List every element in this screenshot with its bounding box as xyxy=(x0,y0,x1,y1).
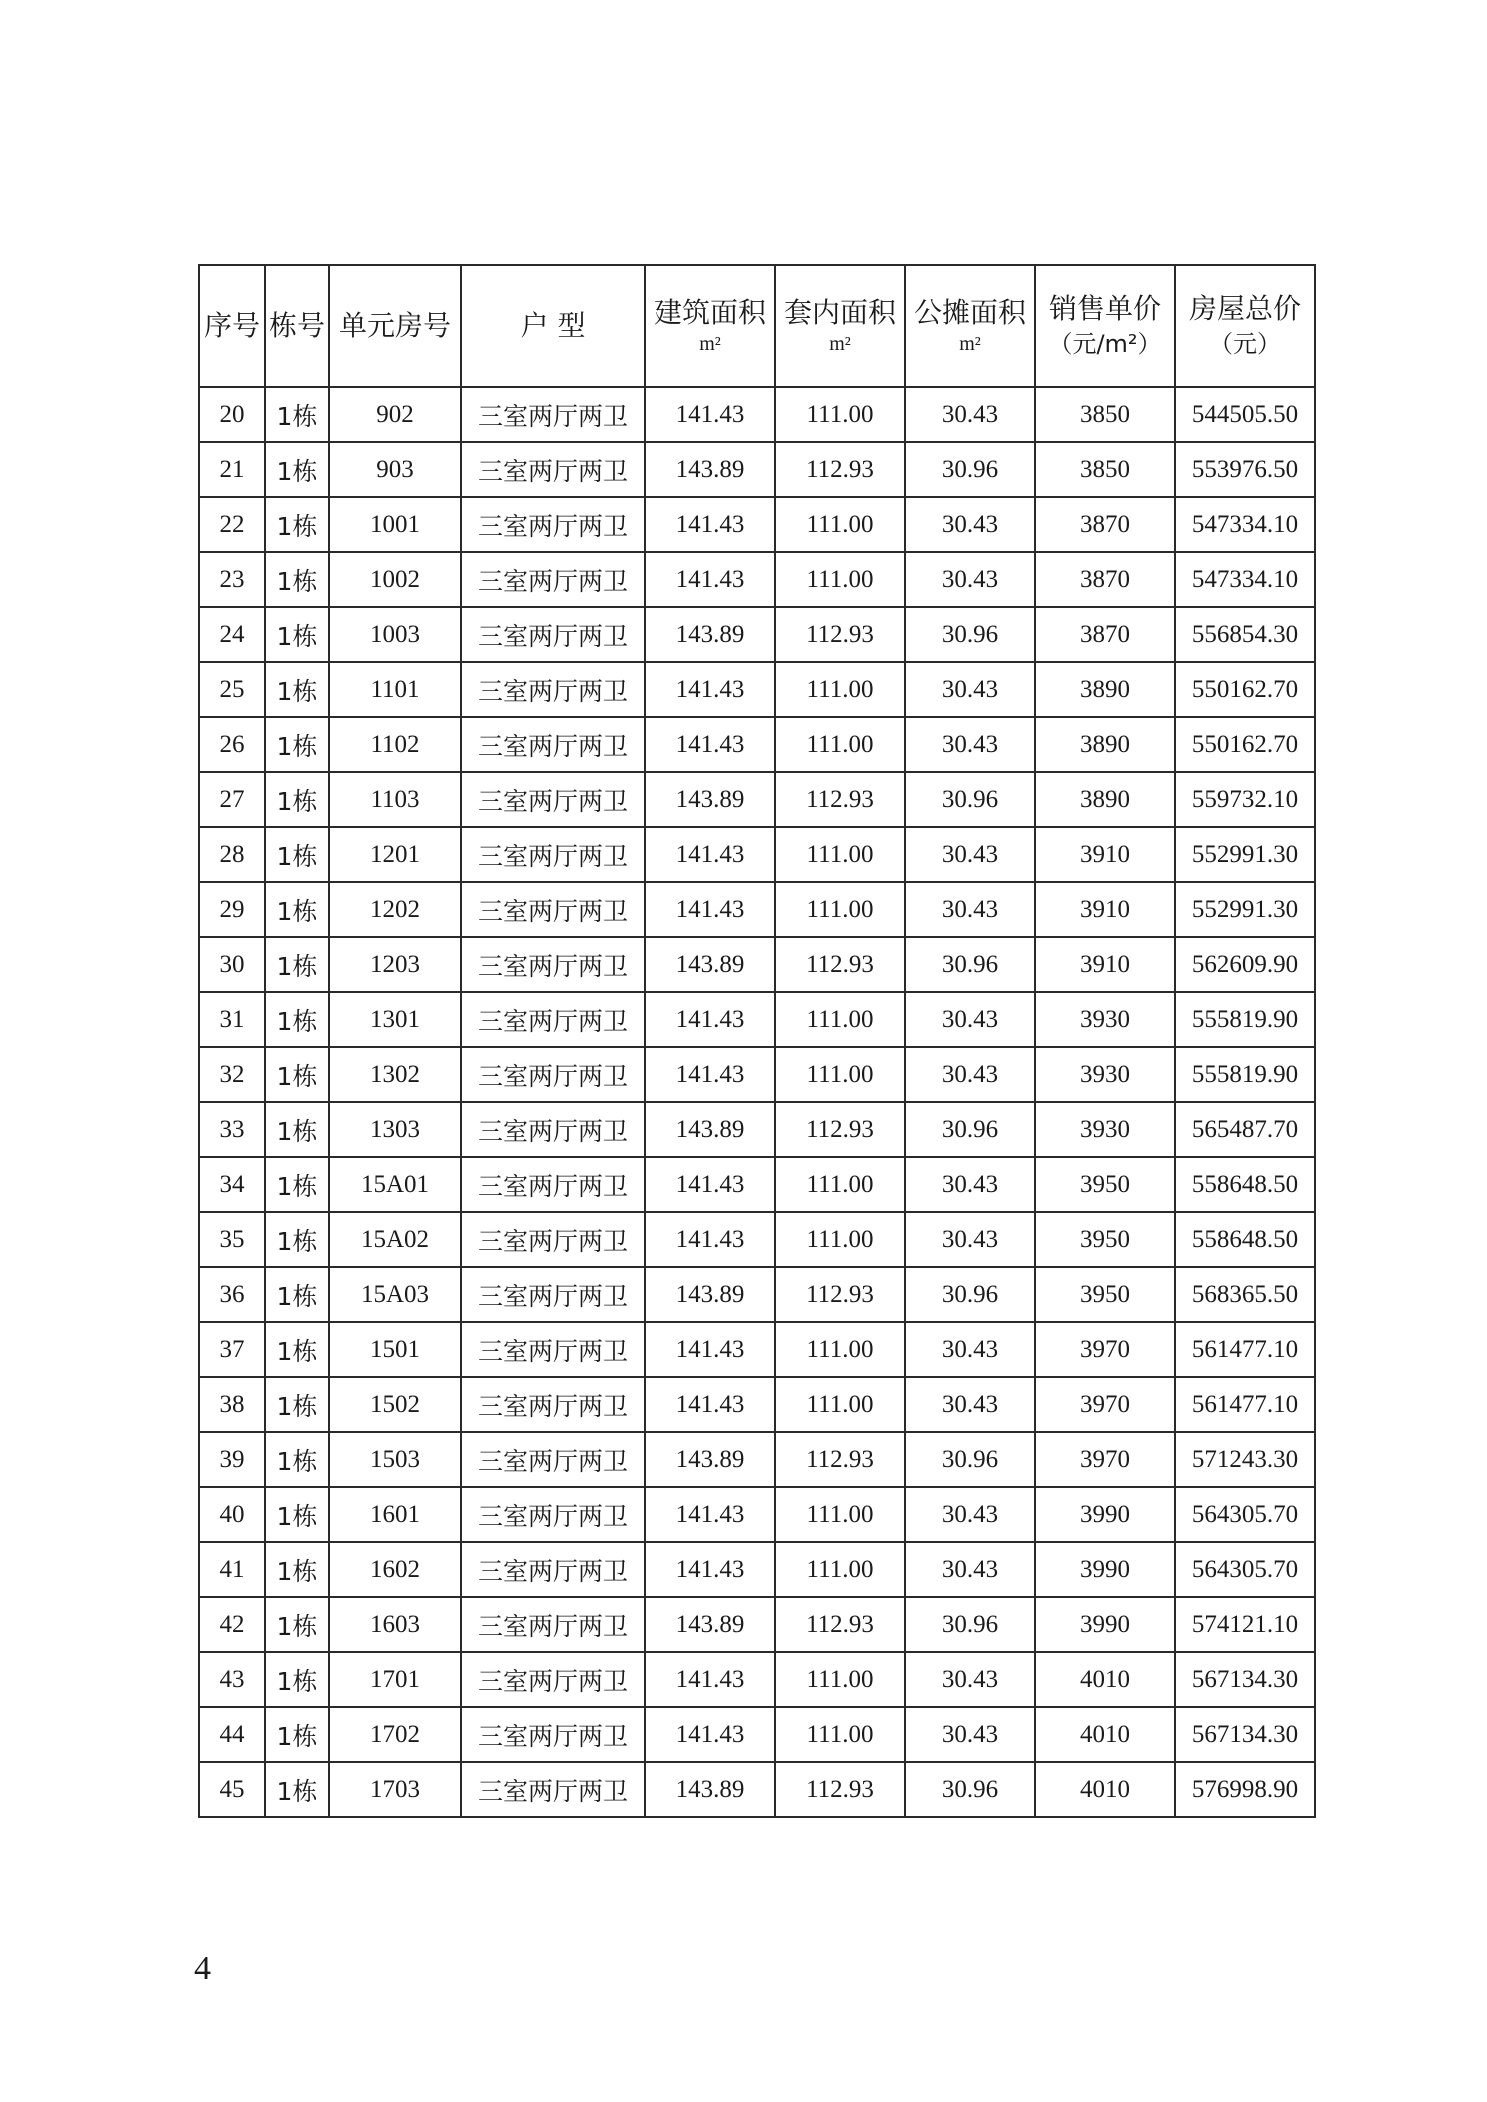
cell-build-area: 141.43 xyxy=(645,1707,775,1762)
cell-shared-area: 30.96 xyxy=(905,607,1035,662)
header-shared-area-label: 公摊面积 xyxy=(913,296,1026,329)
cell-shared-area: 30.43 xyxy=(905,717,1035,772)
cell-unit: 15A02 xyxy=(329,1212,461,1267)
cell-inner-area: 112.93 xyxy=(775,607,905,662)
cell-inner-area: 111.00 xyxy=(775,1542,905,1597)
cell-shared-area: 30.96 xyxy=(905,1597,1035,1652)
cell-total-price: 562609.90 xyxy=(1175,937,1315,992)
cell-total-price: 552991.30 xyxy=(1175,882,1315,937)
cell-seq: 25 xyxy=(199,662,265,717)
cell-shared-area: 30.43 xyxy=(905,1652,1035,1707)
cell-building: 1栋 xyxy=(265,937,329,992)
table-row xyxy=(199,1102,1315,1157)
cell-inner-area: 111.00 xyxy=(775,552,905,607)
cell-seq: 36 xyxy=(199,1267,265,1322)
table-row xyxy=(199,1487,1315,1542)
cell-type: 三室两厅两卫 xyxy=(461,882,645,937)
cell-unit-price: 3990 xyxy=(1035,1487,1175,1542)
cell-shared-area: 30.43 xyxy=(905,1487,1035,1542)
cell-building: 1栋 xyxy=(265,387,329,442)
header-inner-area-unit: m² xyxy=(829,333,851,355)
cell-unit-price: 3910 xyxy=(1035,882,1175,937)
cell-type: 三室两厅两卫 xyxy=(461,1267,645,1322)
cell-inner-area: 111.00 xyxy=(775,717,905,772)
cell-unit-price: 3870 xyxy=(1035,497,1175,552)
cell-type: 三室两厅两卫 xyxy=(461,1432,645,1487)
cell-inner-area: 111.00 xyxy=(775,497,905,552)
cell-inner-area: 112.93 xyxy=(775,1762,905,1817)
cell-total-price: 547334.10 xyxy=(1175,552,1315,607)
cell-inner-area: 111.00 xyxy=(775,1377,905,1432)
cell-unit-price: 3890 xyxy=(1035,662,1175,717)
table-row xyxy=(199,1762,1315,1817)
cell-type: 三室两厅两卫 xyxy=(461,1597,645,1652)
cell-seq: 43 xyxy=(199,1652,265,1707)
cell-shared-area: 30.43 xyxy=(905,497,1035,552)
cell-unit: 15A01 xyxy=(329,1157,461,1212)
cell-unit-price: 3890 xyxy=(1035,772,1175,827)
cell-unit-price: 3870 xyxy=(1035,552,1175,607)
table-row xyxy=(199,1377,1315,1432)
header-build-area xyxy=(645,265,775,387)
cell-building: 1栋 xyxy=(265,1487,329,1542)
cell-type: 三室两厅两卫 xyxy=(461,552,645,607)
cell-unit: 1101 xyxy=(329,662,461,717)
table-row xyxy=(199,1652,1315,1707)
cell-unit: 1502 xyxy=(329,1377,461,1432)
cell-inner-area: 111.00 xyxy=(775,1157,905,1212)
cell-seq: 29 xyxy=(199,882,265,937)
cell-shared-area: 30.43 xyxy=(905,992,1035,1047)
cell-shared-area: 30.96 xyxy=(905,772,1035,827)
cell-unit-price: 3950 xyxy=(1035,1212,1175,1267)
cell-seq: 44 xyxy=(199,1707,265,1762)
cell-seq: 35 xyxy=(199,1212,265,1267)
table-body xyxy=(199,387,1315,1817)
cell-type: 三室两厅两卫 xyxy=(461,1157,645,1212)
cell-type: 三室两厅两卫 xyxy=(461,497,645,552)
cell-unit: 15A03 xyxy=(329,1267,461,1322)
cell-build-area: 141.43 xyxy=(645,827,775,882)
cell-building: 1栋 xyxy=(265,1322,329,1377)
cell-build-area: 141.43 xyxy=(645,1047,775,1102)
cell-seq: 22 xyxy=(199,497,265,552)
cell-inner-area: 111.00 xyxy=(775,662,905,717)
cell-build-area: 141.43 xyxy=(645,662,775,717)
cell-inner-area: 111.00 xyxy=(775,1707,905,1762)
table-row xyxy=(199,882,1315,937)
table-row xyxy=(199,1707,1315,1762)
cell-build-area: 143.89 xyxy=(645,1432,775,1487)
cell-seq: 27 xyxy=(199,772,265,827)
cell-seq: 39 xyxy=(199,1432,265,1487)
cell-total-price: 561477.10 xyxy=(1175,1322,1315,1377)
table-row xyxy=(199,387,1315,442)
cell-building: 1栋 xyxy=(265,1267,329,1322)
cell-seq: 33 xyxy=(199,1102,265,1157)
cell-total-price: 558648.50 xyxy=(1175,1157,1315,1212)
header-inner-area xyxy=(775,265,905,387)
cell-shared-area: 30.96 xyxy=(905,1762,1035,1817)
cell-total-price: 567134.30 xyxy=(1175,1652,1315,1707)
cell-building: 1栋 xyxy=(265,882,329,937)
cell-unit-price: 4010 xyxy=(1035,1762,1175,1817)
cell-shared-area: 30.43 xyxy=(905,387,1035,442)
cell-building: 1栋 xyxy=(265,1707,329,1762)
header-total-price-label: 房屋总价 xyxy=(1188,292,1301,325)
cell-total-price: 564305.70 xyxy=(1175,1487,1315,1542)
table-row xyxy=(199,1542,1315,1597)
cell-inner-area: 111.00 xyxy=(775,1652,905,1707)
cell-unit-price: 3870 xyxy=(1035,607,1175,662)
cell-type: 三室两厅两卫 xyxy=(461,717,645,772)
cell-shared-area: 30.43 xyxy=(905,552,1035,607)
cell-type: 三室两厅两卫 xyxy=(461,772,645,827)
cell-build-area: 141.43 xyxy=(645,1487,775,1542)
table-row xyxy=(199,1597,1315,1652)
header-total-price-unit: （元） xyxy=(1209,330,1281,358)
cell-unit-price: 3930 xyxy=(1035,992,1175,1047)
cell-total-price: 555819.90 xyxy=(1175,992,1315,1047)
housing-price-table xyxy=(198,264,1316,1818)
cell-type: 三室两厅两卫 xyxy=(461,992,645,1047)
cell-inner-area: 112.93 xyxy=(775,442,905,497)
cell-inner-area: 111.00 xyxy=(775,882,905,937)
cell-unit: 1102 xyxy=(329,717,461,772)
cell-seq: 26 xyxy=(199,717,265,772)
cell-unit: 903 xyxy=(329,442,461,497)
table-row xyxy=(199,827,1315,882)
cell-shared-area: 30.43 xyxy=(905,827,1035,882)
cell-total-price: 547334.10 xyxy=(1175,497,1315,552)
cell-unit-price: 3850 xyxy=(1035,442,1175,497)
cell-total-price: 544505.50 xyxy=(1175,387,1315,442)
cell-type: 三室两厅两卫 xyxy=(461,1487,645,1542)
cell-unit-price: 3970 xyxy=(1035,1377,1175,1432)
cell-unit-price: 3910 xyxy=(1035,937,1175,992)
table-row xyxy=(199,937,1315,992)
cell-inner-area: 111.00 xyxy=(775,387,905,442)
table-row xyxy=(199,1047,1315,1102)
cell-type: 三室两厅两卫 xyxy=(461,1322,645,1377)
cell-unit-price: 3950 xyxy=(1035,1157,1175,1212)
cell-total-price: 555819.90 xyxy=(1175,1047,1315,1102)
cell-inner-area: 112.93 xyxy=(775,1432,905,1487)
cell-seq: 32 xyxy=(199,1047,265,1102)
cell-shared-area: 30.96 xyxy=(905,1267,1035,1322)
cell-seq: 21 xyxy=(199,442,265,497)
table-row xyxy=(199,607,1315,662)
cell-total-price: 550162.70 xyxy=(1175,717,1315,772)
cell-building: 1栋 xyxy=(265,1102,329,1157)
cell-inner-area: 111.00 xyxy=(775,992,905,1047)
cell-unit: 1003 xyxy=(329,607,461,662)
cell-building: 1栋 xyxy=(265,1047,329,1102)
cell-shared-area: 30.43 xyxy=(905,662,1035,717)
header-unit: 单元房号 xyxy=(329,265,461,387)
cell-total-price: 559732.10 xyxy=(1175,772,1315,827)
cell-building: 1栋 xyxy=(265,772,329,827)
cell-shared-area: 30.43 xyxy=(905,1047,1035,1102)
cell-total-price: 574121.10 xyxy=(1175,1597,1315,1652)
cell-seq: 23 xyxy=(199,552,265,607)
cell-build-area: 141.43 xyxy=(645,1652,775,1707)
cell-build-area: 143.89 xyxy=(645,1597,775,1652)
cell-unit: 1103 xyxy=(329,772,461,827)
cell-building: 1栋 xyxy=(265,1542,329,1597)
cell-total-price: 556854.30 xyxy=(1175,607,1315,662)
cell-seq: 41 xyxy=(199,1542,265,1597)
cell-unit: 1201 xyxy=(329,827,461,882)
table-row xyxy=(199,1267,1315,1322)
cell-building: 1栋 xyxy=(265,607,329,662)
cell-seq: 31 xyxy=(199,992,265,1047)
cell-unit-price: 4010 xyxy=(1035,1707,1175,1762)
header-shared-area-unit: m² xyxy=(959,333,981,355)
cell-type: 三室两厅两卫 xyxy=(461,1047,645,1102)
cell-build-area: 141.43 xyxy=(645,1322,775,1377)
cell-seq: 24 xyxy=(199,607,265,662)
cell-build-area: 143.89 xyxy=(645,937,775,992)
table-row xyxy=(199,442,1315,497)
cell-unit-price: 3910 xyxy=(1035,827,1175,882)
cell-unit-price: 4010 xyxy=(1035,1652,1175,1707)
cell-total-price: 553976.50 xyxy=(1175,442,1315,497)
cell-total-price: 571243.30 xyxy=(1175,1432,1315,1487)
cell-unit: 902 xyxy=(329,387,461,442)
page-number: 4 xyxy=(194,1950,211,1987)
cell-unit: 1602 xyxy=(329,1542,461,1597)
cell-building: 1栋 xyxy=(265,1597,329,1652)
cell-inner-area: 112.93 xyxy=(775,1102,905,1157)
cell-total-price: 576998.90 xyxy=(1175,1762,1315,1817)
cell-shared-area: 30.43 xyxy=(905,1157,1035,1212)
cell-unit-price: 3970 xyxy=(1035,1322,1175,1377)
cell-shared-area: 30.43 xyxy=(905,882,1035,937)
cell-type: 三室两厅两卫 xyxy=(461,1542,645,1597)
cell-build-area: 141.43 xyxy=(645,552,775,607)
cell-unit: 1202 xyxy=(329,882,461,937)
cell-build-area: 143.89 xyxy=(645,442,775,497)
cell-shared-area: 30.43 xyxy=(905,1322,1035,1377)
cell-build-area: 143.89 xyxy=(645,1102,775,1157)
cell-seq: 40 xyxy=(199,1487,265,1542)
cell-type: 三室两厅两卫 xyxy=(461,937,645,992)
cell-build-area: 141.43 xyxy=(645,497,775,552)
cell-inner-area: 111.00 xyxy=(775,1047,905,1102)
cell-building: 1栋 xyxy=(265,992,329,1047)
header-build-area-unit: m² xyxy=(699,333,721,355)
cell-unit-price: 3990 xyxy=(1035,1542,1175,1597)
table-row xyxy=(199,1322,1315,1377)
cell-unit: 1303 xyxy=(329,1102,461,1157)
header-unit-price xyxy=(1035,265,1175,387)
table-row xyxy=(199,552,1315,607)
cell-inner-area: 112.93 xyxy=(775,937,905,992)
cell-unit: 1302 xyxy=(329,1047,461,1102)
cell-unit: 1601 xyxy=(329,1487,461,1542)
cell-inner-area: 112.93 xyxy=(775,1597,905,1652)
header-unit-price-label: 销售单价 xyxy=(1048,292,1161,325)
cell-build-area: 141.43 xyxy=(645,1377,775,1432)
cell-shared-area: 30.96 xyxy=(905,442,1035,497)
cell-unit-price: 3930 xyxy=(1035,1102,1175,1157)
cell-unit-price: 3930 xyxy=(1035,1047,1175,1102)
cell-total-price: 565487.70 xyxy=(1175,1102,1315,1157)
cell-unit: 1703 xyxy=(329,1762,461,1817)
table-row xyxy=(199,992,1315,1047)
cell-building: 1栋 xyxy=(265,442,329,497)
header-seq: 序号 xyxy=(199,265,265,387)
table-row xyxy=(199,497,1315,552)
cell-building: 1栋 xyxy=(265,1157,329,1212)
header-unit-price-unit: （元/m²） xyxy=(1048,330,1162,358)
cell-inner-area: 112.93 xyxy=(775,772,905,827)
cell-type: 三室两厅两卫 xyxy=(461,442,645,497)
table-row xyxy=(199,1157,1315,1212)
cell-unit: 1501 xyxy=(329,1322,461,1377)
header-build-area-label: 建筑面积 xyxy=(653,296,766,329)
cell-build-area: 141.43 xyxy=(645,1157,775,1212)
cell-type: 三室两厅两卫 xyxy=(461,1102,645,1157)
cell-unit-price: 3990 xyxy=(1035,1597,1175,1652)
cell-unit: 1001 xyxy=(329,497,461,552)
table-row xyxy=(199,717,1315,772)
cell-shared-area: 30.43 xyxy=(905,1377,1035,1432)
cell-type: 三室两厅两卫 xyxy=(461,1652,645,1707)
cell-unit-price: 3850 xyxy=(1035,387,1175,442)
cell-build-area: 141.43 xyxy=(645,882,775,937)
cell-type: 三室两厅两卫 xyxy=(461,1762,645,1817)
cell-inner-area: 111.00 xyxy=(775,1212,905,1267)
cell-building: 1栋 xyxy=(265,1432,329,1487)
cell-build-area: 141.43 xyxy=(645,387,775,442)
cell-unit-price: 3890 xyxy=(1035,717,1175,772)
cell-unit: 1503 xyxy=(329,1432,461,1487)
cell-type: 三室两厅两卫 xyxy=(461,1377,645,1432)
cell-shared-area: 30.96 xyxy=(905,1432,1035,1487)
cell-build-area: 143.89 xyxy=(645,607,775,662)
cell-type: 三室两厅两卫 xyxy=(461,662,645,717)
cell-inner-area: 112.93 xyxy=(775,1267,905,1322)
cell-unit-price: 3950 xyxy=(1035,1267,1175,1322)
cell-unit: 1702 xyxy=(329,1707,461,1762)
cell-build-area: 141.43 xyxy=(645,992,775,1047)
cell-total-price: 564305.70 xyxy=(1175,1542,1315,1597)
table-row xyxy=(199,662,1315,717)
cell-building: 1栋 xyxy=(265,1212,329,1267)
cell-building: 1栋 xyxy=(265,1762,329,1817)
cell-build-area: 141.43 xyxy=(645,717,775,772)
header-total-price xyxy=(1175,265,1315,387)
cell-shared-area: 30.43 xyxy=(905,1542,1035,1597)
cell-unit-price: 3970 xyxy=(1035,1432,1175,1487)
cell-inner-area: 111.00 xyxy=(775,1322,905,1377)
cell-build-area: 141.43 xyxy=(645,1542,775,1597)
table-header-row xyxy=(199,265,1315,387)
cell-type: 三室两厅两卫 xyxy=(461,1707,645,1762)
cell-type: 三室两厅两卫 xyxy=(461,387,645,442)
cell-building: 1栋 xyxy=(265,1652,329,1707)
cell-total-price: 567134.30 xyxy=(1175,1707,1315,1762)
cell-shared-area: 30.43 xyxy=(905,1212,1035,1267)
cell-unit: 1301 xyxy=(329,992,461,1047)
cell-shared-area: 30.96 xyxy=(905,1102,1035,1157)
cell-unit: 1701 xyxy=(329,1652,461,1707)
cell-seq: 30 xyxy=(199,937,265,992)
header-inner-area-label: 套内面积 xyxy=(783,296,896,329)
cell-seq: 20 xyxy=(199,387,265,442)
cell-total-price: 568365.50 xyxy=(1175,1267,1315,1322)
cell-seq: 37 xyxy=(199,1322,265,1377)
cell-shared-area: 30.43 xyxy=(905,1707,1035,1762)
header-shared-area xyxy=(905,265,1035,387)
cell-building: 1栋 xyxy=(265,827,329,882)
cell-type: 三室两厅两卫 xyxy=(461,1212,645,1267)
cell-total-price: 552991.30 xyxy=(1175,827,1315,882)
cell-build-area: 143.89 xyxy=(645,1762,775,1817)
cell-inner-area: 111.00 xyxy=(775,1487,905,1542)
cell-type: 三室两厅两卫 xyxy=(461,827,645,882)
cell-seq: 38 xyxy=(199,1377,265,1432)
header-type: 户 型 xyxy=(461,265,645,387)
cell-seq: 45 xyxy=(199,1762,265,1817)
cell-build-area: 141.43 xyxy=(645,1212,775,1267)
cell-inner-area: 111.00 xyxy=(775,827,905,882)
cell-build-area: 143.89 xyxy=(645,772,775,827)
cell-building: 1栋 xyxy=(265,1377,329,1432)
cell-build-area: 143.89 xyxy=(645,1267,775,1322)
cell-seq: 28 xyxy=(199,827,265,882)
cell-building: 1栋 xyxy=(265,662,329,717)
cell-seq: 34 xyxy=(199,1157,265,1212)
table-row xyxy=(199,772,1315,827)
cell-building: 1栋 xyxy=(265,552,329,607)
cell-total-price: 558648.50 xyxy=(1175,1212,1315,1267)
cell-building: 1栋 xyxy=(265,497,329,552)
cell-seq: 42 xyxy=(199,1597,265,1652)
table-row xyxy=(199,1212,1315,1267)
cell-total-price: 550162.70 xyxy=(1175,662,1315,717)
cell-total-price: 561477.10 xyxy=(1175,1377,1315,1432)
cell-unit: 1603 xyxy=(329,1597,461,1652)
cell-building: 1栋 xyxy=(265,717,329,772)
cell-type: 三室两厅两卫 xyxy=(461,607,645,662)
header-building: 栋号 xyxy=(265,265,329,387)
cell-unit: 1203 xyxy=(329,937,461,992)
cell-unit: 1002 xyxy=(329,552,461,607)
table-row xyxy=(199,1432,1315,1487)
cell-shared-area: 30.96 xyxy=(905,937,1035,992)
